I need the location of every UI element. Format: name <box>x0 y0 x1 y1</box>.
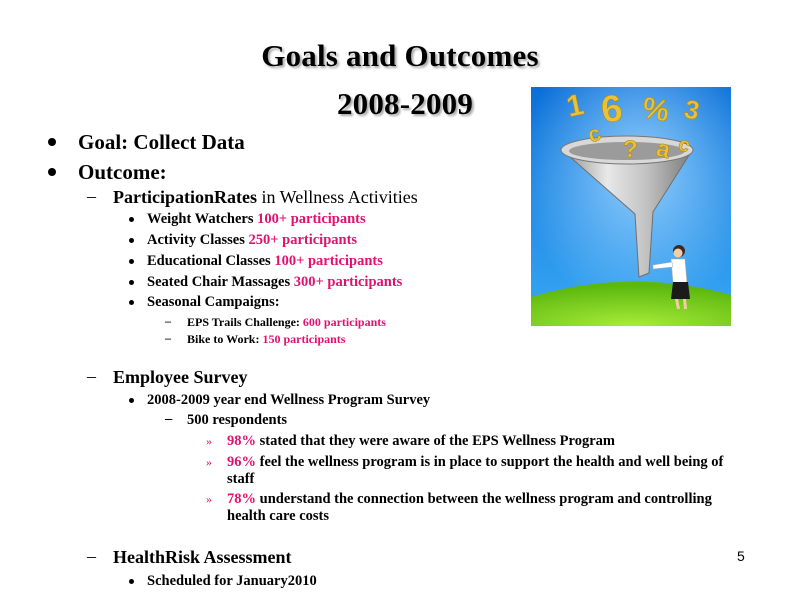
hra-item-text: Scheduled for January2010 <box>147 573 317 589</box>
result-text: understand the connection between the wellness program and controlling health care costs <box>227 491 712 524</box>
outcome-text: Outcome: <box>78 160 167 184</box>
survey-item-text: 2008-2009 year end Wellness Program Survey <box>147 392 431 408</box>
slide-subtitle-year: 2008-2009 <box>336 86 474 121</box>
bullet-dot-icon <box>129 217 134 222</box>
campaign-label: Bike to Work: <box>187 332 263 346</box>
item-value: 100+ participants <box>274 253 383 269</box>
bullet-goal <box>78 130 245 155</box>
participation-heading-rest: in Wellness Activities <box>256 187 418 207</box>
participation-heading <box>87 186 418 208</box>
list-item <box>206 491 747 525</box>
campaign-value: 600 participants <box>302 315 386 329</box>
funnel-illustration <box>531 87 731 326</box>
slide-title: Goals and Outcomes <box>261 38 539 73</box>
list-item <box>147 392 430 409</box>
result-text: stated that they were aware of the EPS Wellness Program <box>256 433 615 449</box>
list-item <box>147 274 402 291</box>
list-item <box>165 331 346 347</box>
list-item <box>147 573 317 590</box>
bullet-dot-icon <box>129 398 134 403</box>
bullet-outcome <box>78 160 167 185</box>
svg-text:3: 3 <box>681 93 703 126</box>
list-item <box>206 433 747 450</box>
item-label: Seasonal Campaigns: <box>147 294 280 310</box>
result-text: feel the wellness program is in place to support the health and well being of staff <box>227 454 724 487</box>
item-label: Educational Classes <box>147 253 275 269</box>
list-item <box>147 211 366 228</box>
page-number: 5 <box>737 548 745 564</box>
bullet-dot-icon <box>129 238 134 243</box>
goal-text: Goal: Collect Data <box>78 130 245 154</box>
list-item <box>206 454 747 488</box>
item-label: Seated Chair Massages <box>147 274 294 290</box>
dash-icon: – <box>87 186 96 206</box>
svg-text:1: 1 <box>563 88 587 124</box>
bullet-dot-icon <box>129 259 134 264</box>
respondents-text: 500 respondents <box>187 412 288 428</box>
bullet-dot-icon <box>48 138 56 146</box>
bullet-dot-icon <box>129 579 134 584</box>
hra-heading-text: HealthRisk Assessment <box>113 547 292 567</box>
result-percent: 96% <box>227 454 256 470</box>
list-item <box>147 294 280 311</box>
bullet-dot-icon <box>129 300 134 305</box>
participation-heading-bold: ParticipationRates <box>113 187 257 207</box>
raquo-icon: » <box>206 455 212 469</box>
item-value: 300+ participants <box>293 274 403 290</box>
campaign-value: 150 participants <box>262 332 346 346</box>
svg-text:%: % <box>639 91 672 129</box>
svg-text:6: 6 <box>598 87 626 132</box>
svg-text:?: ? <box>623 136 638 163</box>
raquo-icon: » <box>206 434 212 448</box>
bullet-dot-icon <box>48 168 56 176</box>
list-item <box>147 253 383 270</box>
svg-text:c: c <box>584 120 605 148</box>
dash-icon: – <box>165 314 171 328</box>
survey-heading <box>87 366 248 388</box>
dash-icon: – <box>87 546 96 566</box>
dash-icon: – <box>165 331 171 345</box>
item-value: 250+ participants <box>248 232 358 248</box>
list-item <box>165 411 288 429</box>
campaign-label: EPS Trails Challenge: <box>187 315 303 329</box>
hra-heading <box>87 546 292 568</box>
raquo-icon: » <box>206 492 212 506</box>
dash-icon: – <box>87 366 96 386</box>
item-value: 100+ participants <box>257 211 366 227</box>
survey-heading-text: Employee Survey <box>113 367 248 387</box>
item-label: Activity Classes <box>147 232 249 248</box>
dash-icon: – <box>165 411 173 427</box>
svg-text:a: a <box>653 134 674 165</box>
list-item <box>147 232 357 249</box>
bullet-dot-icon <box>129 280 134 285</box>
result-percent: 98% <box>227 433 256 449</box>
svg-text:c: c <box>675 133 694 158</box>
result-percent: 78% <box>227 491 256 507</box>
list-item <box>165 314 386 330</box>
item-label: Weight Watchers <box>147 211 258 227</box>
